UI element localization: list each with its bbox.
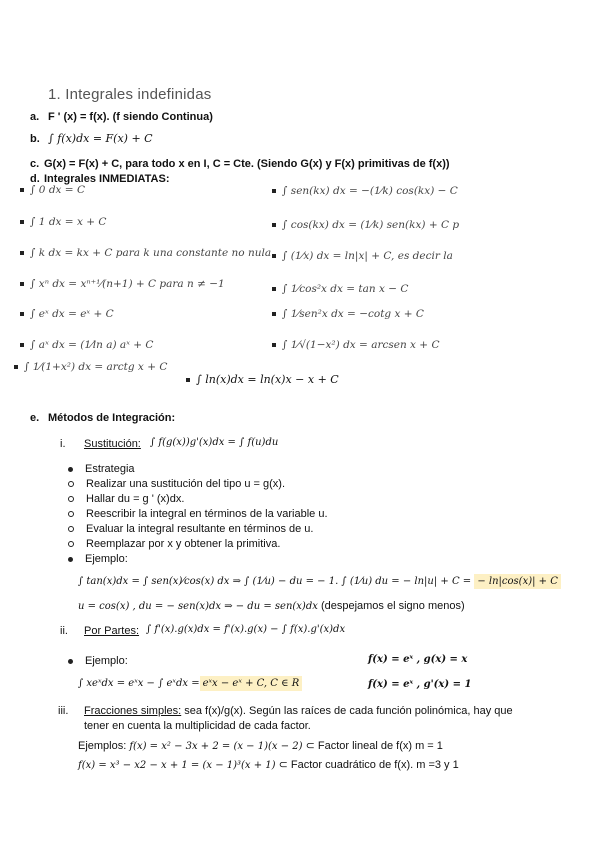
bullet-square-icon xyxy=(20,312,24,316)
substitution-bullet-0: Estrategia xyxy=(68,463,135,475)
immediate-left-5: ∫ aˣ dx = (1⁄ln a) aˣ + C xyxy=(20,339,153,351)
bullet-ring-icon xyxy=(68,496,74,502)
bullet-dot-icon xyxy=(68,659,73,664)
substitution-bullet-5: Reemplazar por x y obtener la primitiva. xyxy=(68,538,280,550)
immediate-right-0: ∫ sen(kx) dx = −(1⁄k) cos(kx) − C xyxy=(272,185,458,197)
immediate-right-1: ∫ cos(kx) dx = (1⁄k) sen(kx) + C p xyxy=(272,219,459,231)
immediate-left-3: ∫ xⁿ dx = xⁿ⁺¹⁄(n+1) + C para n ≠ −1 xyxy=(20,278,225,290)
bullet-square-icon xyxy=(272,343,276,347)
substitution-marker: i. xyxy=(60,438,66,450)
by-parts-label: Por Partes: xyxy=(84,625,140,637)
by-parts-formula: ∫ f'(x).g(x)dx = f'(x).g(x) − ∫ f(x).g'(x)dx xyxy=(146,624,346,635)
bullet-square-icon xyxy=(272,287,276,291)
by-parts-given-2: f(x) = eˣ , g'(x) = 1 xyxy=(368,679,472,690)
bullet-dot-icon xyxy=(68,467,73,472)
immediate-left-0: ∫ 0 dx = C xyxy=(20,184,85,196)
item-b-formula: ∫ f(x)dx = F(x) + C xyxy=(48,132,153,145)
bullet-square-icon xyxy=(20,282,24,286)
substitution-bullet-1: Realizar una sustitución del tipo u = g(x). xyxy=(68,478,285,490)
bullet-square-icon xyxy=(20,343,24,347)
immediate-left-2: ∫ k dx = kx + C para k una constante no nula xyxy=(20,247,271,259)
substitution-bullet-6: Ejemplo: xyxy=(68,553,128,565)
bullet-square-icon xyxy=(272,189,276,193)
substitution-example-line1: ∫ tan(x)dx = ∫ sen(x)⁄cos(x) dx ⇒ ∫ (1⁄u) − du = − 1. ∫ (1⁄u) du = − ln|u| + C = − ln|cos(x)| + C xyxy=(78,576,561,587)
immediate-left-4: ∫ eˣ dx = eˣ + C xyxy=(20,308,114,320)
bullet-square-icon xyxy=(14,365,18,369)
bullet-square-icon xyxy=(20,220,24,224)
substitution-example-result: − ln|cos(x)| + C xyxy=(474,574,561,589)
immediate-right-2: ∫ (1⁄x) dx = ln|x| + C, es decir la xyxy=(272,250,453,262)
partial-fractions-line2: tener en cuenta la multiplicidad de cada factor. xyxy=(84,720,311,732)
item-d-text: Integrales INMEDIATAS: xyxy=(44,173,170,185)
substitution-bullet-4: Evaluar la integral resultante en términos de u. xyxy=(68,523,313,535)
immediate-left-6: ∫ 1⁄(1+x²) dx = arctg x + C xyxy=(14,361,167,373)
ln-formula: ∫ ln(x)dx = ln(x)x − x + C xyxy=(186,373,339,386)
item-d-marker: d. xyxy=(30,173,40,185)
bullet-square-icon xyxy=(20,251,24,255)
immediate-right-5: ∫ 1⁄√(1−x²) dx = arcsen x + C xyxy=(272,339,439,351)
bullet-square-icon xyxy=(272,254,276,258)
bullet-ring-icon xyxy=(68,541,74,547)
substitution-label: Sustitución: xyxy=(84,438,141,450)
partial-fractions-example-1: Ejemplos: f(x) = x² − 3x + 2 = (x − 1)(x − 2) ⊂ Factor lineal de f(x) m = 1 xyxy=(78,740,443,752)
bullet-square-icon xyxy=(186,378,190,382)
by-parts-example-result: eˣx − eˣ + C, C ∈ R xyxy=(200,676,303,691)
substitution-formula: ∫ f(g(x))g'(x)dx = ∫ f(u)du xyxy=(150,437,279,448)
by-parts-marker: ii. xyxy=(60,625,68,637)
bullet-dot-icon xyxy=(68,557,73,562)
substitution-bullet-2: Hallar du = g ' (x)dx. xyxy=(68,493,184,505)
bullet-ring-icon xyxy=(68,526,74,532)
partial-fractions-example-2: f(x) = x³ − x2 − x + 1 = (x − 1)³(x + 1) ⊂ Factor cuadrático de f(x). m =3 y 1 xyxy=(78,759,459,771)
bullet-ring-icon xyxy=(68,481,74,487)
bullet-square-icon xyxy=(272,312,276,316)
item-c-text: G(x) = F(x) + C, para todo x en I, C = Cte. (Siendo G(x) y F(x) primitivas de f(x)) xyxy=(44,158,450,170)
by-parts-example: Ejemplo: xyxy=(68,655,128,667)
item-a-text: F ' (x) = f(x). (f siendo Continua) xyxy=(48,111,213,123)
section-e-marker: e. xyxy=(30,412,40,424)
immediate-left-1: ∫ 1 dx = x + C xyxy=(20,216,106,228)
substitution-example-line2: u = cos(x) , du = − sen(x)dx ⇒ − du = sen(x)dx (despejamos el signo menos) xyxy=(78,600,465,612)
section-e-title: Métodos de Integración: xyxy=(48,412,176,424)
partial-fractions-marker: iii. xyxy=(58,705,69,717)
immediate-right-4: ∫ 1⁄sen²x dx = −cotg x + C xyxy=(272,308,424,320)
bullet-ring-icon xyxy=(68,511,74,517)
bullet-square-icon xyxy=(272,223,276,227)
partial-fractions-line1: Fracciones simples: sea f(x)/g(x). Según las raíces de cada función polinómica, hay que xyxy=(84,705,513,717)
item-a-marker: a. xyxy=(30,111,40,123)
by-parts-given-1: f(x) = eˣ , g(x) = x xyxy=(368,654,468,665)
item-b-marker: b. xyxy=(30,133,40,145)
immediate-right-3: ∫ 1⁄cos²x dx = tan x − C xyxy=(272,283,408,295)
bullet-square-icon xyxy=(20,188,24,192)
substitution-bullet-3: Reescribir la integral en términos de la variable u. xyxy=(68,508,328,520)
section-title: 1. Integrales indefinidas xyxy=(48,86,212,103)
by-parts-example-line: ∫ xeˣdx = eˣx − ∫ eˣdx = eˣx − eˣ + C, C ∈ R xyxy=(78,678,302,689)
item-c-marker: c. xyxy=(30,158,40,170)
